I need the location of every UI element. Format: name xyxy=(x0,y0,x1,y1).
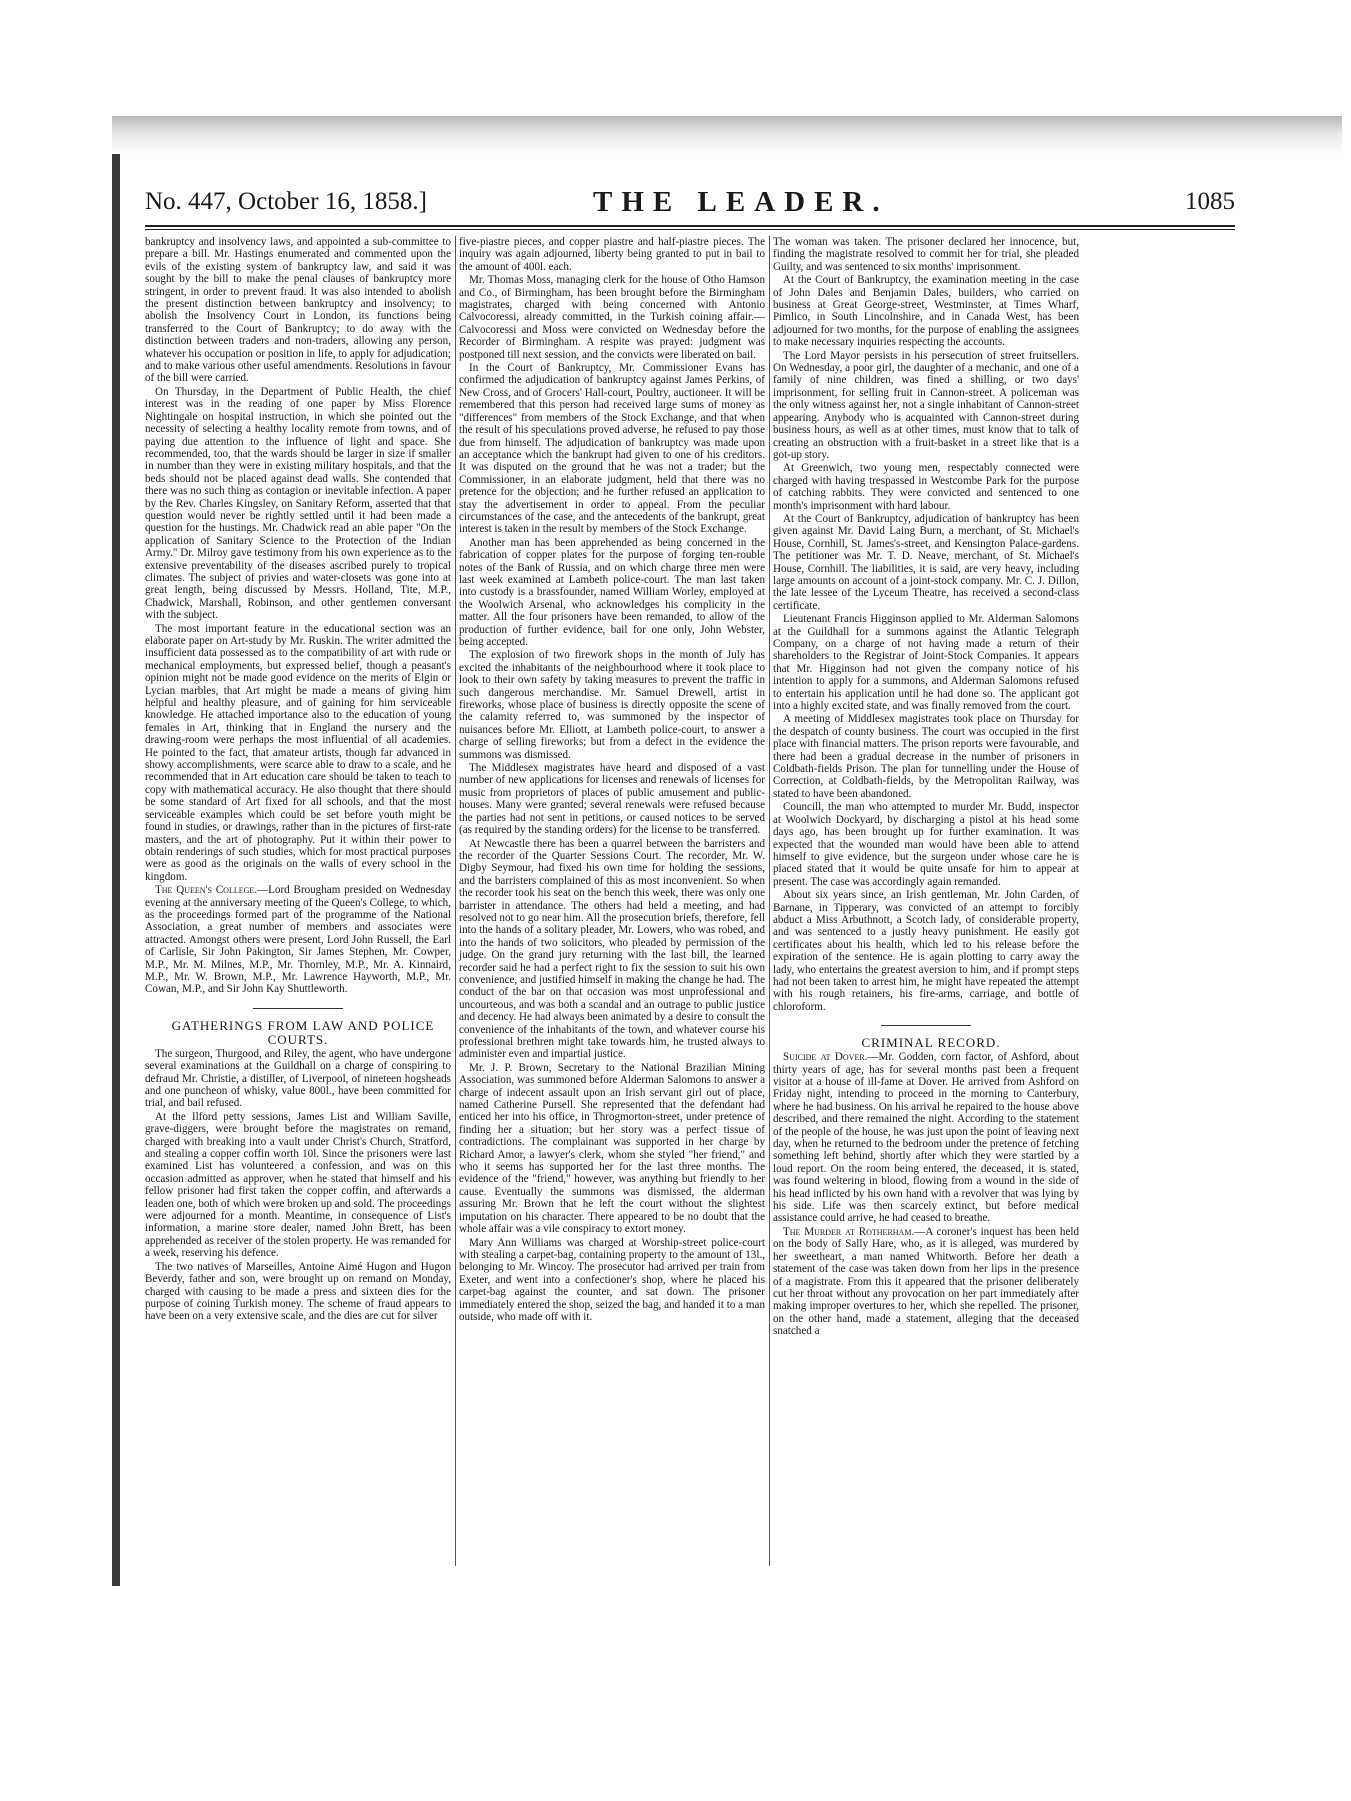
column-3 xyxy=(773,236,1079,1338)
section-title-criminal-record: CRIMINAL RECORD. xyxy=(861,1035,1001,1051)
paragraph: Lieutenant Francis Higginson applied to Mr. Alderman Salomons at the Guildhall for a summons against the Atlantic Telegraph Company, on a charge of not having made a return of their shareholders to the Registrar of Joint-Stock Companies. It appears that Mr. Higginson had not given the company notice of his intention to apply for a summons, and Alderman Salomons refused to entertain his application until he had done so. The applicant got into a highly excited state, and was finally removed from the court. xyxy=(773,613,1079,713)
paragraph-lead: The Queen's College. xyxy=(155,884,258,897)
scan-top-band xyxy=(112,116,1342,154)
page-edge-shadow xyxy=(112,116,120,1586)
paragraph: At Greenwich, two young men, respectably connected were charged with having trespassed in Westcombe Park for the purpose of catching rabbits. They were convicted and sentenced to one month's imprisonment with hard labour. xyxy=(773,462,1079,512)
paragraph: Councill, the man who attempted to murder Mr. Budd, inspector at Woolwich Dockyard, by discharging a pistol at his head some days ago, has been brought up for further examination. It was expected that the wounded man would have been able to attend himself to give evidence, but the surgeon under whose care he is placed stated that it would be quite unsafe for him to appear at present. The case was accordingly again remanded. xyxy=(773,801,1079,888)
paragraph xyxy=(773,1226,1079,1338)
issue-date: No. 447, October 16, 1858.] xyxy=(145,188,427,215)
header-rule-thin xyxy=(145,229,1235,230)
paragraph: The Lord Mayor persists in his persecution of street fruitsellers. On Wednesday, a poor girl, the daughter of a mechanic, and one of a family of nine children, was fined a shilling, or two days' imprisonment, for selling fruit in Cannon-street. A policeman was the only witness against her, not a single inhabitant of Cannon-street appearing. Anybody who is acquainted with Cannon-street during business hours, as well as at other times, must know that to talk of creating an obstruction with a fruit-basket in a street like that is a got-up story. xyxy=(773,349,1079,461)
column-2 xyxy=(459,236,765,1323)
paragraph-lead: Suicide at Dover. xyxy=(783,1051,868,1064)
paragraph: The Middlesex magistrates have heard and disposed of a vast number of new applications for licenses and renewals of licenses for music from proprietors of places of public amusement and public-houses. Many were granted; several renewals were refused because the parties had not sent in petitions, or caused notices to be served (as required by the standing orders) for the license to be transferred. xyxy=(459,762,765,837)
paragraph: Another man has been apprehended as being concerned in the fabrication of copper plates for the purpose of forging ten-rouble notes of the Bank of Russia, and on which charge three men were last week examined at Lambeth police-court. The man last taken into custody is a brassfounder, named William Worley, employed at the Woolwich Arsenal, who acknowledges his complicity in the matter. All the four prisoners have been remanded, to allow of the production of further evidence, bail for one only, John Webster, being accepted. xyxy=(459,536,765,648)
paragraph: The woman was taken. The prisoner declared her innocence, but, finding the magistrate resolved to commit her for trial, she pleaded Guilty, and was sentenced to six months' imprisonment. xyxy=(773,236,1079,273)
page-number: 1085 xyxy=(1185,188,1235,215)
paragraph-body: —Mr. Godden, corn factor, of Ashford, about thirty years of age, has for several months past been a frequent visitor at a house of ill-fame at Dover. He arrived from Ashford on Friday night, intending to proceed in the morning to Canterbury, where he had business. On his arrival he repaired to the house above described, and there remained the night. According to the statement of the people of the house, he was just upon the point of leaving next day, when he returned to the bedroom under the pretence of fetching something left behind, shortly after which they were startled by a loud report. On the room being entered, the deceased, it is stated, was found weltering in blood, flowing from a wound in the side of his head inflicted by his own hand with a revolver that was lying by his side. Life was then scarcely extinct, but before medical assistance could arrive, he had ceased to breathe. xyxy=(773,1051,1079,1225)
paragraph: bankruptcy and insolvency laws, and appointed a sub-committee to prepare a bill. Mr. Hastings enumerated and commented upon the evils of the existing system of bankruptcy law, and said it was sought by the bill to make the penal clauses of bankruptcy more stringent, in order to prevent fraud. It was also intended to abolish the present distinction between bankruptcy and insolvency; to abolish the Insolvency Court in London, its functions being transferred to the Court of Bankruptcy; to do away with the distinction between traders and non-traders, allowing any person, whatever his occupation or position in life, to apply for adjudication; and to make various other useful amendments. Resolutions in favour of the bill were carried. xyxy=(145,236,451,385)
paragraph: The most important feature in the educational section was an elaborate paper on Art-study by Mr. Ruskin. The writer admitted the insufficient data possessed as to the compatibility of art with rude or mechanical employments, but expressed belief, though a peasant's opinion might not be made good evidence on the merits of Elgin or Lycian marbles, that Art might be made a means of giving him helpful and healthy pleasure, and of gaining for him serviceable knowledge. He attached importance also to the education of young females in Art, thinking that in England the nursery and the drawing-room were perhaps the most influential of all academies. He pointed to the fact, that amateur artists, though far advanced in showy accomplishments, were scarce able to draw to a scale, and he recommended that in Art education care should be taken to teach to copy with mathematical accuracy. He also thought that there should be some standard of Art fixed for all schools, and that the most serviceable examples which could be set before youth might be found in studies, or drawings, rather than in the pictures of first-rate masters, and the art of photography. Put it within their power to obtain renderings of such studies, which for most practical purposes were as good as the originals on the walls of every school in the kingdom. xyxy=(145,622,451,883)
paragraph: About six years since, an Irish gentleman, Mr. John Carden, of Barnane, in Tipperary, was convicted of an attempt to forcibly abduct a Miss Arbuthnott, a Scotch lady, of considerable property, and was sentenced to a justly heavy punishment. He easily got certificates about his health, which led to his release before the expiration of the sentence. He is again plotting to carry away the lady, who entertains the greatest aversion to him, and if prompt steps had not been taken to arrest him, he might have repeated the attempt with his rough retainers, his fire-arms, carriage, and bottle of chloroform. xyxy=(773,889,1079,1013)
paragraph: In the Court of Bankruptcy, Mr. Commissioner Evans has confirmed the adjudication of bankruptcy against James Perkins, of New Cross, and of Grocers' Hall-court, Poultry, auctioneer. It will be remembered that this person had received large sums of money as "differences" from members of the Stock Exchange, and that when the result of his speculations proved adverse, he refused to pay those due from himself. The adjudication of bankruptcy was made upon an acceptance which the bankrupt had given to one of his creditors. It was disputed on the ground that he was not a trader; but the Commissioner, in an elaborate judgment, held that there was no pretence for the objection; and he further refused an application to stay the advertisement in order to appeal. From the peculiar circumstances of the case, and the antecedents of the bankrupt, great interest is taken in the result by members of the Stock Exchange. xyxy=(459,362,765,536)
paragraph: The explosion of two firework shops in the month of July has excited the inhabitants of the neighbourhood where it took place to look to their own safety by taking measures to prevent the traffic in such dangerous merchandise. Mr. Samuel Drewell, artist in fireworks, whose place of business is directly opposite the scene of the calamity referred to, was summoned by the inspector of nuisances before Mr. Elliott, at Lambeth police-court, to answer a charge of selling fireworks; but from a defect in the evidence the summons was dismissed. xyxy=(459,649,765,761)
paragraph: The surgeon, Thurgood, and Riley, the agent, who have undergone several examinations at the Guildhall on a charge of conspiring to defraud Mr. Christie, a distiller, of Liverpool, of nineteen hogsheads and one puncheon of whisky, value 800l., have been committed for trial, and bail refused. xyxy=(145,1047,451,1110)
paragraph-lead: The Murder at Rotherham. xyxy=(783,1225,915,1238)
paragraph xyxy=(145,884,451,996)
paragraph: The two natives of Marseilles, Antoine Aimé Hugon and Hugon Beverdy, father and son, were brought up on remand on Monday, charged with causing to be made a press and sixteen dies for the purpose of coining Turkish money. The scheme of fraud appears to have been on a very extensive scale, and the dies are cut for silver xyxy=(145,1260,451,1323)
paragraph: five-piastre pieces, and copper piastre and half-piastre pieces. The inquiry was again adjourned, liberty being granted to put in bail to the amount of 400l. each. xyxy=(459,236,765,273)
paragraph: At Newcastle there has been a quarrel between the barristers and the recorder of the Quarter Sessions Court. The recorder, Mr. W. Digby Seymour, had fixed his own time for holding the sessions, and the barristers complained of this as most inconvenient. So when the recorder took his seat on the bench this week, there was only one barrister in attendance. The others had held a meeting, and had resolved not to go near him. All the prosecution briefs, therefore, fell into the hands of a solitary pleader, Mr. Lowers, who was robed, and into the hands of two solicitors, who pleaded by permission of the judge. On the grand jury returning with the last bill, the learned recorder said he had a perfect right to fix the session to suit his own convenience, and justified himself in making the change he had. The conduct of the bar on that occasion was most unprofessional and uncourteous, and was both a scandal and an outrage to public justice and decency. He had always been animated by a desire to consult the convenience of the inhabitants of the town, and whatever course his professional brethren might take towards him, he trusted always to administer even and impartial justice. xyxy=(459,837,765,1061)
section-rule xyxy=(253,1008,343,1009)
masthead xyxy=(145,180,1235,220)
column-1 xyxy=(145,236,451,1323)
paragraph: On Thursday, in the Department of Public Health, the chief interest was in the reading of one paper by Miss Florence Nightingale on hospital instruction, in which she pointed out the necessity of selecting a healthy locality remote from towns, and of paying due attention to the influence of light and space. She recommended, too, that the wards should be larger in size if smaller in number than they were in existing military hospitals, and that the beds should not be placed against dead walls. She contended that there was no such thing as contagion or inevitable infection. A paper by the Rev. Charles Kingsley, on Sanitary Reform, asserted that that question would never be rightly settled until it had been made a question for the hustings. Mr. Chadwick read an able paper "On the application of Sanitary Science to the Protection of the Indian Army." Dr. Milroy gave testimony from his own experience as to the extensive preventability of the diseases ascribed purely to tropical climates. The subject of privies and water-closets was gone into at great length, being discussed by Messrs. Holland, Tite, M.P., Chadwick, Marshall, Robinson, and other gentlemen conversant with the subject. xyxy=(145,385,451,622)
paragraph-body: —Lord Brougham presided on Wednesday evening at the anniversary meeting of the Queen's College, to which, as the proceedings formed part of the programme of the National Association, a great number of members and associates were attracted. Amongst others were present, Lord John Russell, the Earl of Carlisle, Sir John Pakington, Sir James Stephen, Mr. Cowper, M.P., Mr. M. Milnes, M.P., Mr. Thornley, M.P., Mr. A. Kinnaird, M.P., Mr. W. Brown, M.P., Mr. Lawrence Hayworth, M.P., Mr. Cowan, M.P., and Sir John Kay Shuttleworth. xyxy=(145,884,451,996)
paragraph-body: —A coroner's inquest has been held on the body of Sally Hare, who, as it is alleged, was murdered by her sweetheart, a man named Whitworth. Before her death a statement of the case was taken down from her lips in the presence of a magistrate. From this it appeared that the prisoner deliberately cut her throat without any provocation on her part immediately after making improper overtures to her, which she repelled. The prisoner, on the other hand, made a statement, alleging that the deceased snatched a xyxy=(773,1225,1079,1338)
newspaper-title: THE LEADER. xyxy=(593,186,889,218)
paragraph: A meeting of Middlesex magistrates took place on Thursday for the despatch of county business. The court was occupied in the first place with financial matters. The prison reports were favourable, and there had been a gradual decrease in the number of prisoners in Coldbath-fields Prison. The plan for tunnelling under the House of Correction, at Coldbath-fields, by the Metropolitan Railway, was stated to have been abandoned. xyxy=(773,713,1079,800)
paragraph: At the Court of Bankruptcy, adjudication of bankruptcy has been given against Mr. David Laing Burn, a merchant, of St. Michael's House, Cornhill, St. James's-street, and Kensington Palace-gardens. The petitioner was Mr. T. D. Neave, merchant, of St. Michael's House, Cornhill. The liabilities, it is said, are very heavy, including large amounts on account of a joint-stock company. Mr. C. J. Dillon, the late lessee of the Lyceum Theatre, has received a second-class certificate. xyxy=(773,512,1079,612)
section-title-law-police: GATHERINGS FROM LAW AND POLICE COURTS. xyxy=(171,1017,435,1047)
column-divider xyxy=(769,236,770,1566)
header-rule xyxy=(145,225,1235,227)
paragraph: Mary Ann Williams was charged at Worship-street police-court with stealing a carpet-bag, containing property to the amount of 13l., belonging to Mr. Wincoy. The prosecutor had arrived per train from Exeter, and went into a confectioner's shop, where he placed his carpet-bag against the counter, and sat down. The prisoner immediately entered the shop, seized the bag, and handed it to a man outside, who made off with it. xyxy=(459,1236,765,1323)
paragraph xyxy=(773,1051,1079,1225)
paragraph: At the Court of Bankruptcy, the examination meeting in the case of John Dales and Benjamin Dales, builders, who carried on business at Great George-street, Westminster, at Times Wharf, Pimlico, in South Lincolnshire, and in Canada West, has been adjourned for two months, for the purpose of enabling the assignees to make necessary inquiries respecting the accounts. xyxy=(773,274,1079,349)
paragraph: Mr. Thomas Moss, managing clerk for the house of Otho Hamson and Co., of Birmingham, has been brought before the Birmingham magistrates, charged with being concerned with Antonio Calvocoressi, already committed, in the Turkish coining affair.—Calvocoressi and Moss were convicted on Wednesday before the Recorder of Birmingham. A respite was prayed: judgment was postponed till next session, and the convicts were liberated on bail. xyxy=(459,274,765,361)
section-rule xyxy=(881,1025,971,1026)
paragraph: Mr. J. P. Brown, Secretary to the National Brazilian Mining Association, was summoned before Alderman Salomons to answer a charge of indecent assault upon an Irish servant girl out of place, named Catherine Pursell. She represented that the defendant had enticed her into his office, in Throgmorton-street, under pretence of finding her a situation; but her story was a perfect tissue of contradictions. The complainant was supported in her charge by Richard Amor, a lawyer's clerk, whom she styled "her friend," and who it seems has supported her for the last three months. The evidence of the "friend," however, was anything but friendly to her cause. Eventually the summons was dismissed, the alderman assuring Mr. Brown that he left the court without the slightest imputation on his character. There appeared to be no doubt that the whole affair was a vile conspiracy to extort money. xyxy=(459,1061,765,1236)
paragraph: At the Ilford petty sessions, James List and William Saville, grave-diggers, were brought before the magistrates on remand, charged with breaking into a vault under Christ's Church, Stratford, and stealing a copper coffin worth 10l. Since the prisoners were last examined List has volunteered a confession, and was on this occasion admitted as approver, when he stated that himself and his fellow prisoner had first taken the copper coffin, and afterwards a leaden one, both of which were broken up and sold. The proceedings were adjourned for a month. Meantime, in consequence of List's information, a marine store dealer, named John Brett, has been apprehended as receiver of the stolen property. He was remanded for a week, reserving his defence. xyxy=(145,1110,451,1260)
column-divider xyxy=(455,236,456,1566)
